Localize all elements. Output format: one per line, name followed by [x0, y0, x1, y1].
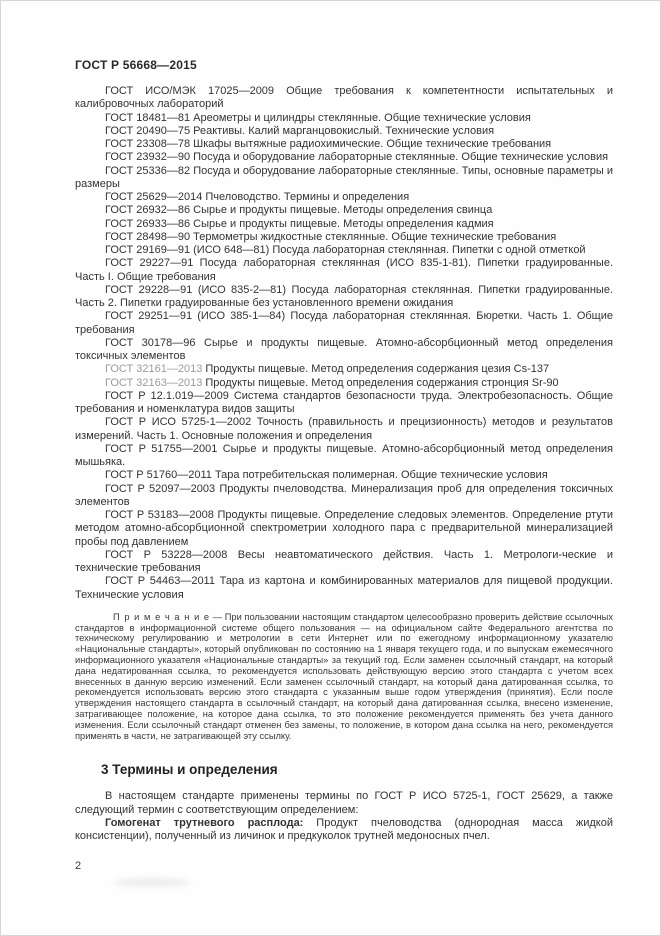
reference-item [75, 231, 613, 244]
reference-item [75, 377, 613, 390]
reference-item [75, 575, 613, 602]
references-list [75, 85, 613, 602]
reference-item [75, 138, 613, 151]
reference-title: Шкафы вытяжные радиохимические. Общие технические требования [190, 138, 552, 150]
reference-code: ГОСТ 18481—81 [105, 111, 191, 124]
reference-title: Сырье и продукты пищевые. Методы определения свинца [190, 204, 493, 217]
reference-item [75, 85, 613, 112]
reference-item [75, 509, 613, 549]
reference-code: ГОСТ 29169—91 (ИСО 648—81) [105, 244, 270, 256]
reference-title: Продукты пищевые. Метод определения содержания стронция Sr-90 [202, 376, 559, 389]
reference-title: Тара потребительская полимерная. Общие технические условия [211, 469, 548, 482]
reference-item [75, 191, 613, 204]
reference-item [75, 469, 613, 482]
reference-item [75, 284, 613, 311]
reference-title: Сырье и продукты пищевые. Атомно-абсорбционный метод определения токсичных элементов [75, 336, 613, 362]
reference-code: ГОСТ 23308—78 [105, 138, 191, 150]
reference-code: ГОСТ 26932—86 [105, 204, 191, 217]
reference-item [75, 257, 613, 284]
reference-title: Посуда и оборудование лабораторные стеклянные. Типы, основные параметры и размеры [75, 164, 614, 190]
reference-item [75, 416, 613, 443]
reference-title: Термометры жидкостные стеклянные. Общие технические требования [190, 230, 557, 243]
note-paragraph [75, 612, 613, 742]
reference-code: ГОСТ Р 53228—2008 [105, 548, 228, 561]
reference-item [75, 443, 613, 470]
reference-title: Посуда лабораторная стеклянная. Бюретки. Часть 1. Общие требования [75, 310, 613, 336]
reference-code: ГОСТ Р 12.1.019—2009 [105, 389, 229, 402]
reference-code: ГОСТ 30178—96 [105, 336, 196, 349]
reference-code: ГОСТ 20490—75 [105, 124, 191, 137]
term-name: Гомогенат трутневого расплода: [105, 816, 304, 829]
reference-item [75, 390, 613, 417]
reference-code: ГОСТ Р 54463—2011 [105, 575, 215, 588]
reference-code: ГОСТ Р 51760—2011 [105, 469, 212, 482]
reference-title: Реактивы. Калий марганцовокислый. Технические условия [190, 124, 495, 137]
reference-code: ГОСТ Р 51755—2001 [105, 442, 218, 455]
reference-code: ГОСТ 32163—2013 [105, 376, 203, 389]
reference-item [75, 549, 613, 576]
reference-code: ГОСТ 29228—91 (ИСО 835-2—81) [105, 283, 287, 296]
reference-title: Сырье и продукты пищевые. Методы определения кадмия [190, 217, 494, 230]
reference-code: ГОСТ Р 53183—2008 [105, 509, 214, 521]
reference-item [75, 218, 613, 231]
reference-item [75, 151, 613, 164]
terms-section [75, 790, 613, 843]
section-heading: 3 Термины и определения [101, 762, 278, 778]
reference-title: Продукты пищевые. Определение следовых элементов. Определение ртути методом атомно-абсорбционной спектрометрии холодного пара с предварительной минерализацией пробы под давлением [75, 509, 613, 548]
reference-item [75, 363, 613, 376]
note-label: П р и м е ч а н и е [113, 611, 211, 622]
reference-code: ГОСТ 23932—90 [105, 151, 191, 164]
page-number: 2 [75, 860, 82, 872]
reference-code: ГОСТ 28498—90 [105, 230, 191, 243]
reference-title: Сырье и продукты пищевые. Атомно-абсорбционный метод определения мышьяка. [75, 442, 613, 468]
reference-item [75, 244, 613, 257]
reference-title: Посуда лабораторная стеклянная. Пипетки градуированные. Часть 2. Пипетки градуированные без установленного времени ожидания [75, 283, 614, 309]
reference-code: ГОСТ Р 52097—2003 [105, 482, 216, 495]
term-definition-paragraph [75, 817, 613, 844]
reference-item [75, 310, 613, 337]
reference-item [75, 337, 613, 364]
reference-title: Посуда лабораторная стеклянная (ИСО 835-1-81). Пипетки градуированные. Часть I. Общие требования [75, 257, 613, 283]
reference-title: Продукты пчеловодства. Минерализация проб для определения токсичных элементов [75, 482, 614, 508]
reference-title: Общие требования к компетентности испытательных и калибровочных лабораторий [75, 85, 613, 111]
reference-code: ГОСТ 29227—91 [105, 257, 194, 270]
terms-intro: В настоящем стандарте применены термины по ГОСТ Р ИСО 5725-1, ГОСТ 25629, а также следующий термин с соответствующим определением: [75, 790, 613, 816]
reference-title: Ареометры и цилиндры стеклянные. Общие технические условия [190, 111, 531, 124]
reference-title: Посуда и оборудование лабораторные стеклянные. Общие технические условия [190, 151, 609, 164]
reference-item [75, 204, 613, 217]
reference-code: ГОСТ 25629—2014 [105, 191, 203, 203]
reference-title: Пчеловодство. Термины и определения [202, 191, 410, 203]
reference-title: Посуда лабораторная стеклянная. Пипетки с одной отметкой [269, 244, 586, 256]
reference-title: Точность (правильность и прецизионность) методов и результатов измерений. Часть 1. Основные положения и определения [75, 416, 613, 442]
reference-title: Весы неавтоматического действия. Часть 1. Метрологи-ческие и технические требования [75, 548, 613, 574]
reference-title: Система стандартов безопасности труда. Электробезопасность. Общие требования и номенклатура видов защиты [75, 389, 613, 415]
reference-code: ГОСТ 29251—91 (ИСО 385-1—84) [105, 310, 286, 323]
scan-smudge-artifact [113, 878, 191, 887]
note-text: — При пользовании настоящим стандартом целесообразно проверить действие ссылочных стандартов в информационной системе общего пользования — на официальном сайте Федерального агентства по техническому регулированию и метрологии в сети Интернет или по ежегодному информационному указателю «Национальные стандарты», который опубликован по состоянию на 1 января текущего года, и по выпускам ежемесячного информационного указателя «Национальные стандарты» за текущий год. Если заменен ссылочный стандарт, на который дана недатированная ссылка, то рекомендуется использовать действующую версию этого стандарта с учетом всех внесенных в данную версию изменений. Если заменен ссылочный стандарт, на который дана датированная ссылка, то рекомендуется использовать версию этого стандарта с указанным выше годом утверждения (принятия). Если после утверждения настоящего стандарта в ссылочный стандарт, на который дана датированная ссылка, внесено изменение, затрагивающее положение, на которое дана ссылка, то это положение рекомендуется применять без учета данного изменения. Если ссылочный стандарт отменен без замены, то положение, в котором дана ссылка на него, рекомендуется применять в части, не затрагивающей эту ссылку. [75, 611, 613, 741]
reference-item [75, 165, 613, 192]
term-definition: Продукт пчеловодства (однородная масса жидкой консистенции), полученный из личинок и предкуколок трутней медоносных пчел. [75, 816, 613, 843]
reference-item [75, 125, 613, 138]
reference-code: ГОСТ 26933—86 [105, 217, 191, 230]
reference-title: Продукты пищевые. Метод определения содержания цезия Cs-137 [202, 363, 550, 376]
reference-item [75, 112, 613, 125]
reference-title: Тара из картона и комбинированных материалов для пищевой продукции. Технические условия [75, 575, 613, 601]
reference-code: ГОСТ Р ИСО 5725-1—2002 [105, 416, 252, 429]
reference-item [75, 483, 613, 510]
document-title: ГОСТ Р 56668—2015 [75, 58, 197, 72]
reference-code: ГОСТ 25336—82 [105, 164, 191, 177]
reference-code: ГОСТ 32161—2013 [105, 363, 203, 376]
reference-code: ГОСТ ИСО/МЭК 17025—2009 [105, 85, 275, 97]
